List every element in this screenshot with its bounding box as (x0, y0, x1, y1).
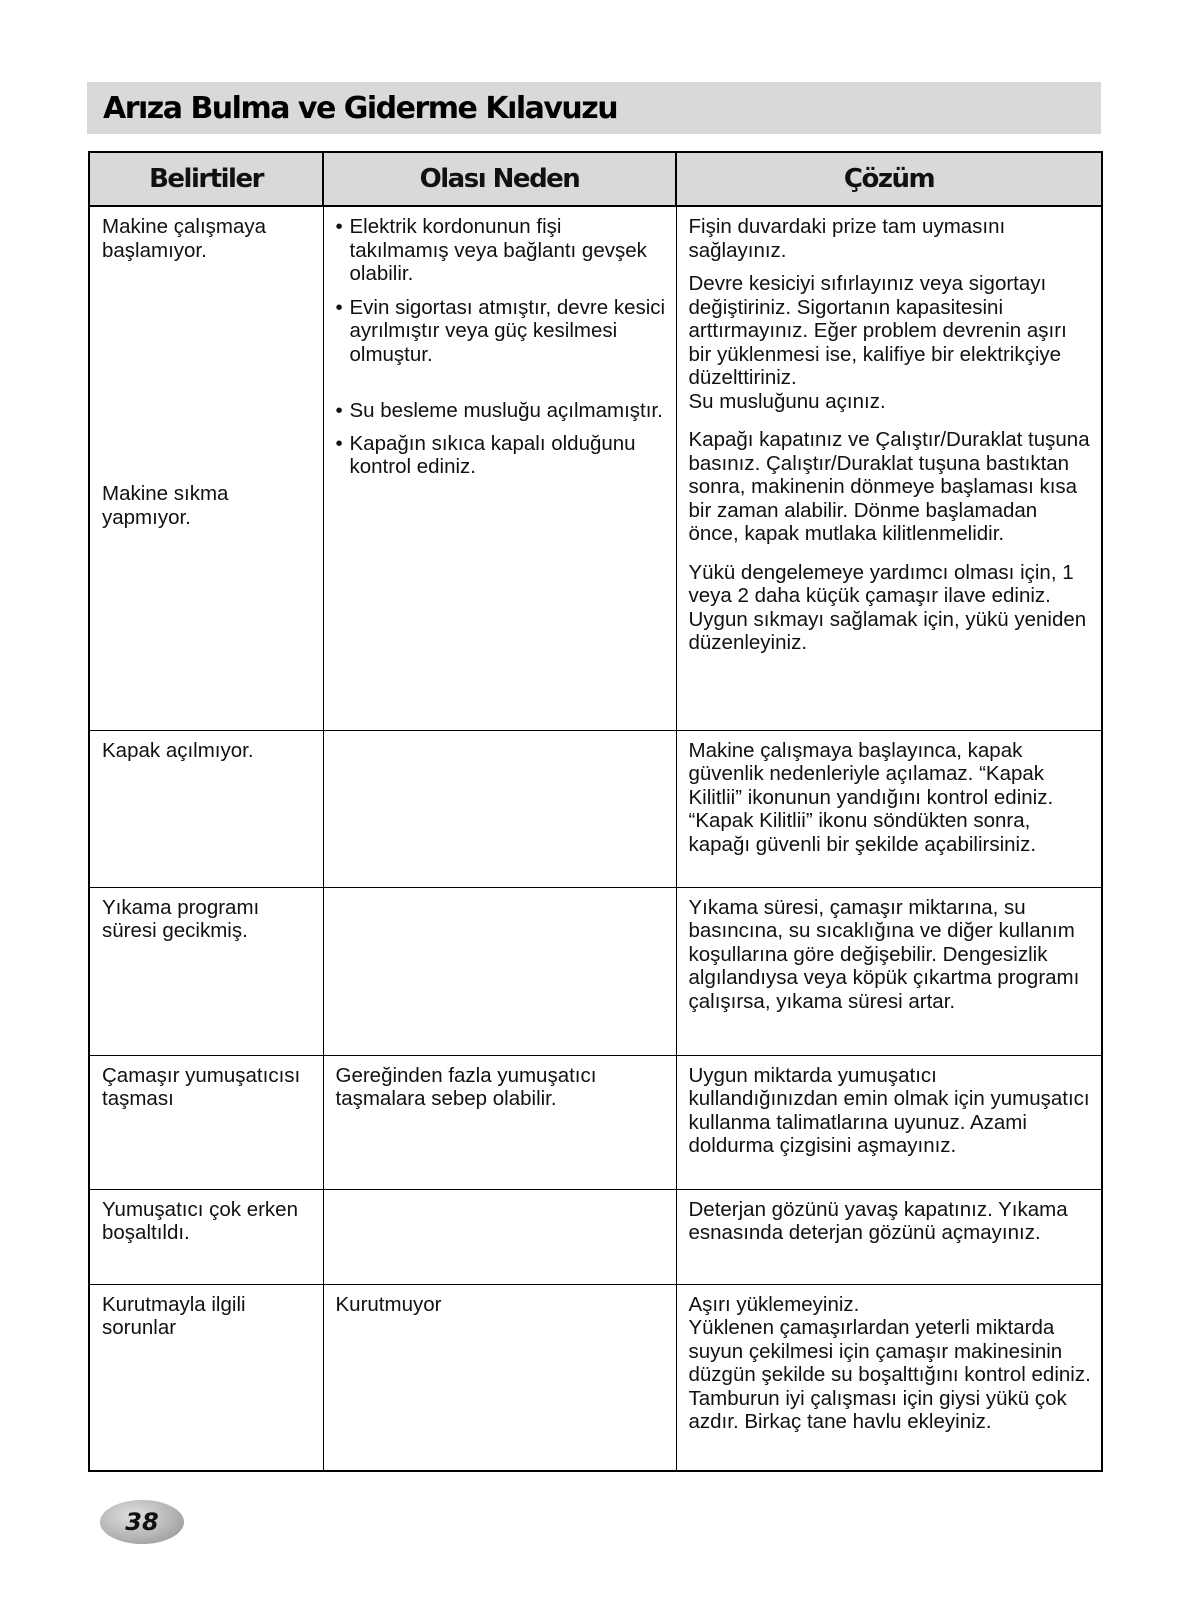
solution-cell: Deterjan gözünü yavaş kapatınız. Yıkama esnasında deterjan gözünü açmayınız. (676, 1189, 1102, 1284)
list-item: • Su besleme musluğu açılmamıştır. (336, 399, 666, 423)
cause-cell (323, 206, 676, 730)
title-bar (87, 82, 1101, 134)
solution-cell: Makine çalışmaya başlayınca, kapak güvenlik nedenleriyle açılamaz. “Kapak Kilitlii” ikonunun yandığını kontrol ediniz. “Kapak Kilitlii” ikonu söndükten sonra, kapağı güvenli bir şekilde açabilirsiniz. (676, 730, 1102, 887)
symptom-cell: Yıkama programı süresi gecikmiş. (89, 887, 323, 1055)
solution-cell (676, 1284, 1102, 1471)
symptom-cell: Kapak açılmıyor. (89, 730, 323, 887)
solution-text: Fişin duvardaki prize tam uymasını sağlayınız. (688, 215, 1006, 262)
solution-text: Yüklenen çamaşırlardan yeterli miktarda suyun çekilmesi için çamaşır makinesinin düzgün şekilde su boşalttığını kontrol ediniz. Tamburun iyi çalışması için giysi yükü çok azdır. Birkaç tane havlu ekleyiniz. (688, 1316, 1091, 1433)
solution-text: Kapağı kapatınız ve Çalıştır/Duraklat tuşuna basınız. Çalıştır/Duraklat tuşuna bastıktan sonra, makinenin dönmeye başlaması kısa bir zaman alabilir. Dönme başlamadan önce, kapak mutlaka kilitlenmelidir. (688, 428, 1090, 545)
page-number: 38 (125, 1508, 159, 1536)
table-row (89, 887, 1102, 1055)
symptom-cell: Yumuşatıcı çok erken boşaltıldı. (89, 1189, 323, 1284)
troubleshooting-table (88, 151, 1103, 1472)
header-solution: Çözüm (676, 152, 1102, 206)
cause-list (336, 215, 666, 479)
cause-cell (323, 1189, 676, 1284)
cause-cell: Kurutmuyor (323, 1284, 676, 1471)
cause-cell (323, 730, 676, 887)
solution-cell: Yıkama süresi, çamaşır miktarına, su basıncına, su sıcaklığına ve diğer kullanım koşullarına göre değişebilir. Dengesizlik algılandıysa veya köpük çıkartma programı çalışırsa, yıkama süresi artar. (676, 887, 1102, 1055)
table-header-row (89, 152, 1102, 206)
table-row (89, 730, 1102, 887)
list-item: • Elektrik kordonunun fişi takılmamış veya bağlantı gevşek olabilir. (336, 215, 666, 286)
solution-text: Uygun sıkmayı sağlamak için, yükü yeniden düzenleyiniz. (688, 607, 1087, 654)
header-symptoms: Belirtiler (89, 152, 323, 206)
solution-text: Aşırı yüklemeyiniz. (688, 1292, 860, 1316)
symptom-text: Makine sıkma yapmıyor. (102, 482, 229, 529)
table-row (89, 1055, 1102, 1189)
header-cause: Olası Neden (323, 152, 676, 206)
solution-cell (676, 206, 1102, 730)
list-item: • Kapağın sıkıca kapalı olduğunu kontrol ediniz. (336, 432, 666, 479)
list-item: • Evin sigortası atmıştır, devre kesici ayrılmıştır veya güç kesilmesi olmuştur. (336, 296, 666, 367)
symptom-text: Makine çalışmaya başlamıyor. (102, 215, 267, 262)
table-row (89, 1189, 1102, 1284)
solution-text: Devre kesiciyi sıfırlayınız veya sigortayı değiştiriniz. Sigortanın kapasitesini arttırmayınız. Eğer problem devrenin aşırı bir yüklenmesi ise, kalifiye bir elektrikçiye düzelttiriniz. (688, 272, 1067, 389)
symptom-cell: Kurutmayla ilgili sorunlar (89, 1284, 323, 1471)
table-row (89, 1284, 1102, 1471)
table-row (89, 206, 1102, 730)
solution-text: Yükü dengelemeye yardımcı olması için, 1 veya 2 daha küçük çamaşır ilave ediniz. (688, 560, 1074, 607)
solution-cell: Uygun miktarda yumuşatıcı kullandığınızdan emin olmak için yumuşatıcı kullanma talimatlarına uyunuz. Azami doldurma çizgisini aşmayınız. (676, 1055, 1102, 1189)
solution-text: Su musluğunu açınız. (688, 389, 886, 413)
cause-cell: Gereğinden fazla yumuşatıcı taşmalara sebep olabilir. (323, 1055, 676, 1189)
cause-cell (323, 887, 676, 1055)
symptom-cell: Çamaşır yumuşatıcısı taşması (89, 1055, 323, 1189)
page-title: Arıza Bulma ve Giderme Kılavuzu (103, 90, 618, 126)
page-number-badge (100, 1500, 184, 1544)
symptom-cell (89, 206, 323, 730)
